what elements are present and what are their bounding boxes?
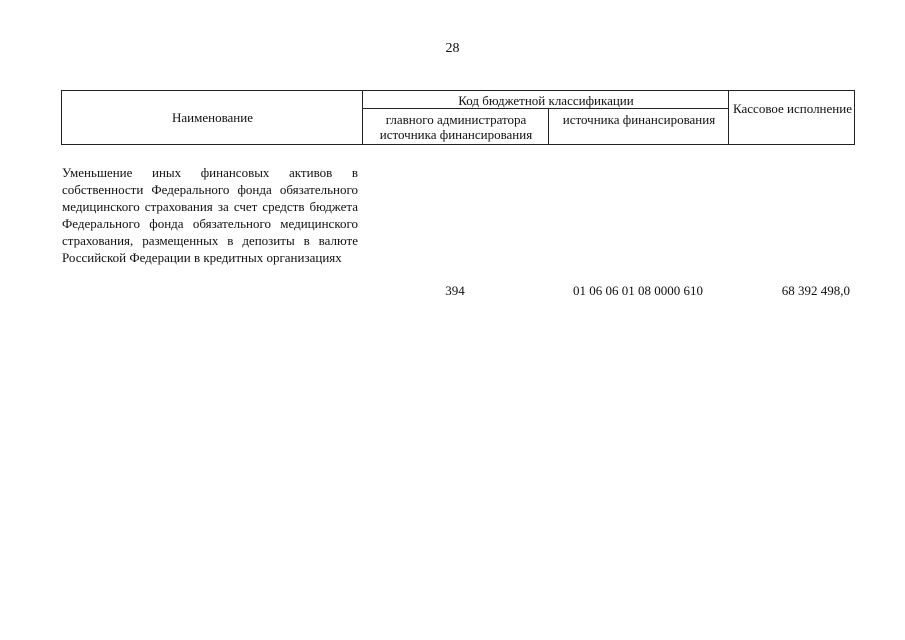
header-source-code: источника финансирования xyxy=(562,112,716,127)
header-divider xyxy=(362,108,728,109)
row-name: Уменьшение иных финансовых активов в собственности Федерального фонда обязательного медицинского страхования за счет средств бюджета Федерального фонда обязательного медицинского страхования, размещенных в депозиты в валюте Российской Федерации в кредитных организациях xyxy=(62,165,358,265)
header-code-group: Код бюджетной классификации xyxy=(458,93,634,108)
header-name: Наименование xyxy=(172,110,253,125)
row-source-code: 01 06 06 01 08 0000 610 xyxy=(573,283,703,298)
row-cash-execution: 68 392 498,0 xyxy=(781,283,850,298)
header-cash-execution: Кассовое исполнение xyxy=(733,101,852,116)
page-number: 28 xyxy=(445,41,460,56)
header-admin-code: главного администратора источника финансирования xyxy=(379,112,533,142)
row-admin-code: 394 xyxy=(445,283,465,298)
table-header xyxy=(61,90,855,145)
